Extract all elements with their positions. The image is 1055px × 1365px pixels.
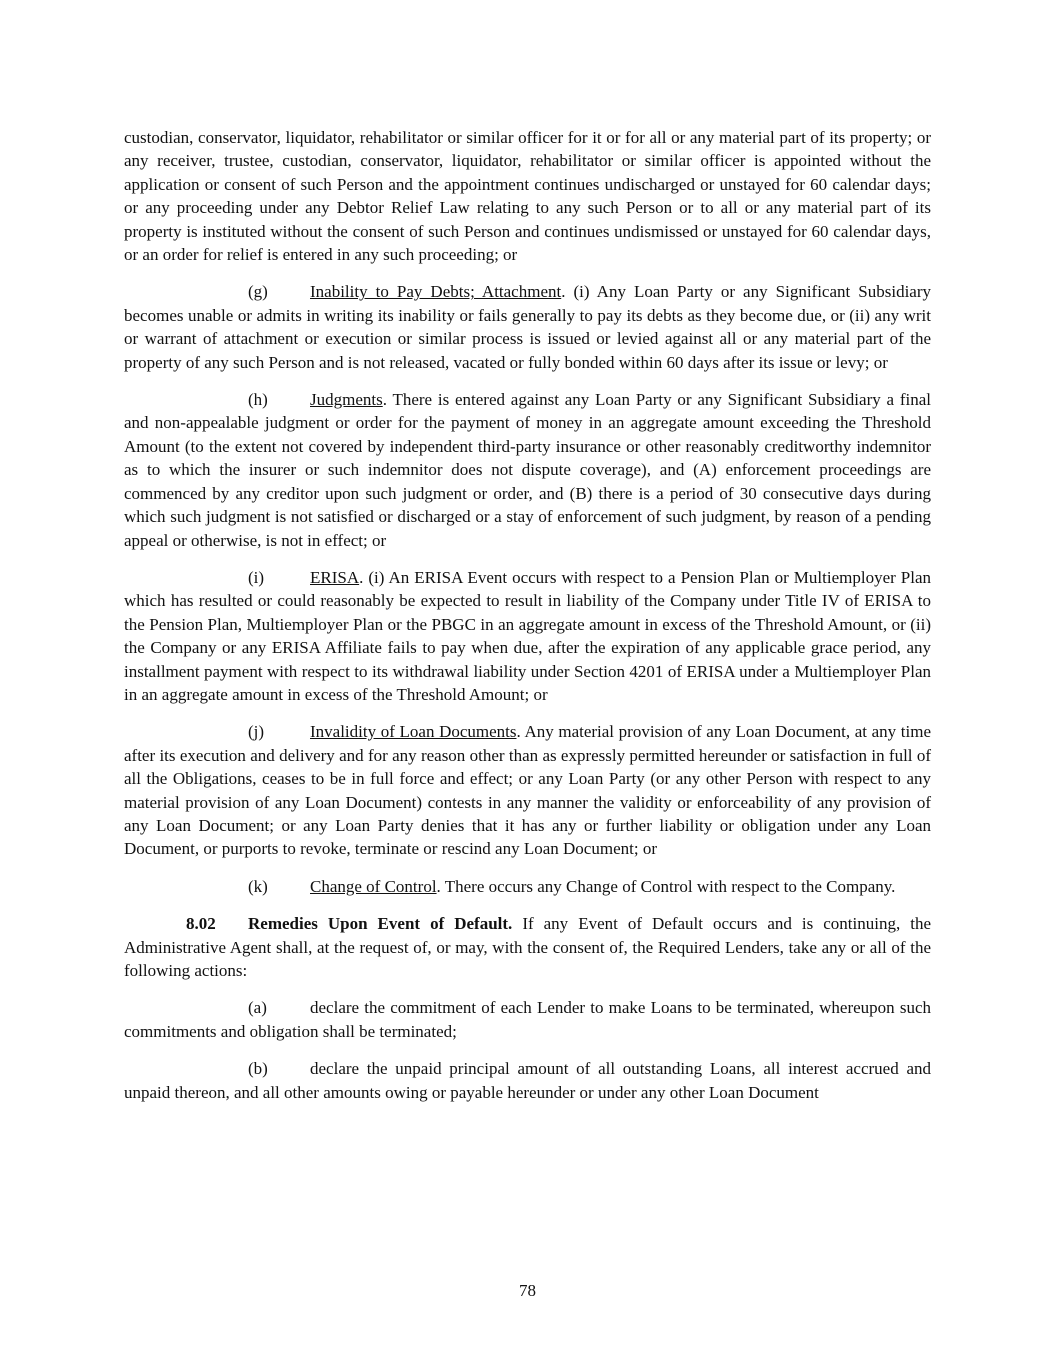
clause-h-text: . There is entered against any Loan Party or any Significant Subsidiary a final and non-appealable judgment or order for the payment of money in an aggregate amount exceeding the Threshold Amount (to the extent not covered by independent third-party insurance or other reasonably creditworthy indemnitor as to which the insurer or such indemnitor does not dispute coverage), and (A) enforcement proceedings are commenced by any creditor upon such judgment or order, and (B) there is a period of 30 consecutive days during which such judgment is not satisfied or discharged or a stay of enforcement of such judgment, by reason of a pending appeal or otherwise, is not in effect; or (124, 390, 931, 550)
clause-g-caption: Inability to Pay Debts; Attachment (310, 282, 562, 302)
clause-j-label: (j) (248, 722, 265, 742)
clause-k (124, 875, 931, 898)
clause-g (124, 280, 931, 374)
page-number: 78 (519, 1281, 536, 1300)
remedy-b-text: declare the unpaid principal amount of all outstanding Loans, all interest accrued and unpaid thereon, and all other amounts owing or payable hereunder or under any other Loan Document (124, 1059, 931, 1102)
section-number: 8.02 (186, 914, 216, 934)
remedy-a-label: (a) (248, 998, 267, 1018)
section-title: Remedies Upon Event of Default. (248, 914, 513, 934)
clause-k-caption: Change of Control (310, 876, 437, 896)
clause-h-caption: Judgments (310, 390, 383, 410)
clause-k-label: (k) (248, 876, 268, 896)
remedy-b (124, 1057, 931, 1104)
clause-h-label: (h) (248, 390, 268, 410)
section-text: If any Event of Default occurs and is continuing, the Administrative Agent shall, at the request of, or may, with the consent of, the Required Lenders, take any or all of the following actions: (124, 914, 931, 980)
clause-g-label: (g) (248, 282, 268, 302)
clause-h (124, 388, 931, 552)
clause-i-text: . (i) An ERISA Event occurs with respect to a Pension Plan or Multiemployer Plan which has resulted or could reasonably be expected to result in liability of the Company under Title IV of ERISA to the Pension Plan, Multiemployer Plan or the PBGC in an aggregate amount in excess of the Threshold Amount, or (ii) the Company or any ERISA Affiliate fails to pay when due, after the expiration of any applicable grace period, any installment payment with respect to its withdrawal liability under Section 4201 of ERISA under a Multiemployer Plan in an aggregate amount in excess of the Threshold Amount; or (124, 567, 931, 704)
document-body (124, 126, 931, 1118)
continuation-paragraph: custodian, conservator, liquidator, rehabilitator or similar officer for it or for all or any material part of its property; or any receiver, trustee, custodian, conservator, liquidator, rehabilitator or similar officer is appointed without the application or consent of such Person and the appointment continues undischarged or unstayed for 60 calendar days; or any proceeding under any Debtor Relief Law relating to any such Person or to all or any material part of its property is instituted without the consent of such Person and continues undismissed or unstayed for 60 calendar days, or an order for relief is entered in any such proceeding; or (124, 128, 931, 265)
clause-j (124, 720, 931, 860)
section-8-02 (124, 912, 931, 982)
remedy-b-label: (b) (248, 1059, 268, 1079)
clause-i-caption: ERISA (310, 567, 360, 587)
remedy-a (124, 996, 931, 1043)
clause-j-text: . Any material provision of any Loan Document, at any time after its execution and delivery and for any reason other than as expressly permitted hereunder or satisfaction in full of all the Obligations, ceases to be in full force and effect; or any Loan Party (or any other Person with respect to any material provision of any Loan Document) contests in any manner the validity or enforceability of any provision of any Loan Document; or any Loan Party denies that it has any or further liability or obligation under any Loan Document, or purports to revoke, terminate or rescind any Loan Document; or (124, 722, 931, 859)
clause-k-text: . There occurs any Change of Control with respect to the Company. (436, 876, 896, 896)
clause-j-caption: Invalidity of Loan Documents (310, 722, 517, 742)
clause-g-text: . (i) Any Loan Party or any Significant Subsidiary becomes unable or admits in writing its inability or fails generally to pay its debts as they become due, or (ii) any writ or warrant of attachment or execution or similar process is issued or levied against all or any material part of the property of any such Person and is not released, vacated or fully bonded within 60 days after its issue or levy; or (124, 282, 932, 372)
clause-i (124, 566, 931, 706)
clause-i-label: (i) (248, 567, 265, 587)
remedy-a-text: declare the commitment of each Lender to make Loans to be terminated, whereupon such commitments and obligation shall be terminated; (124, 998, 931, 1041)
